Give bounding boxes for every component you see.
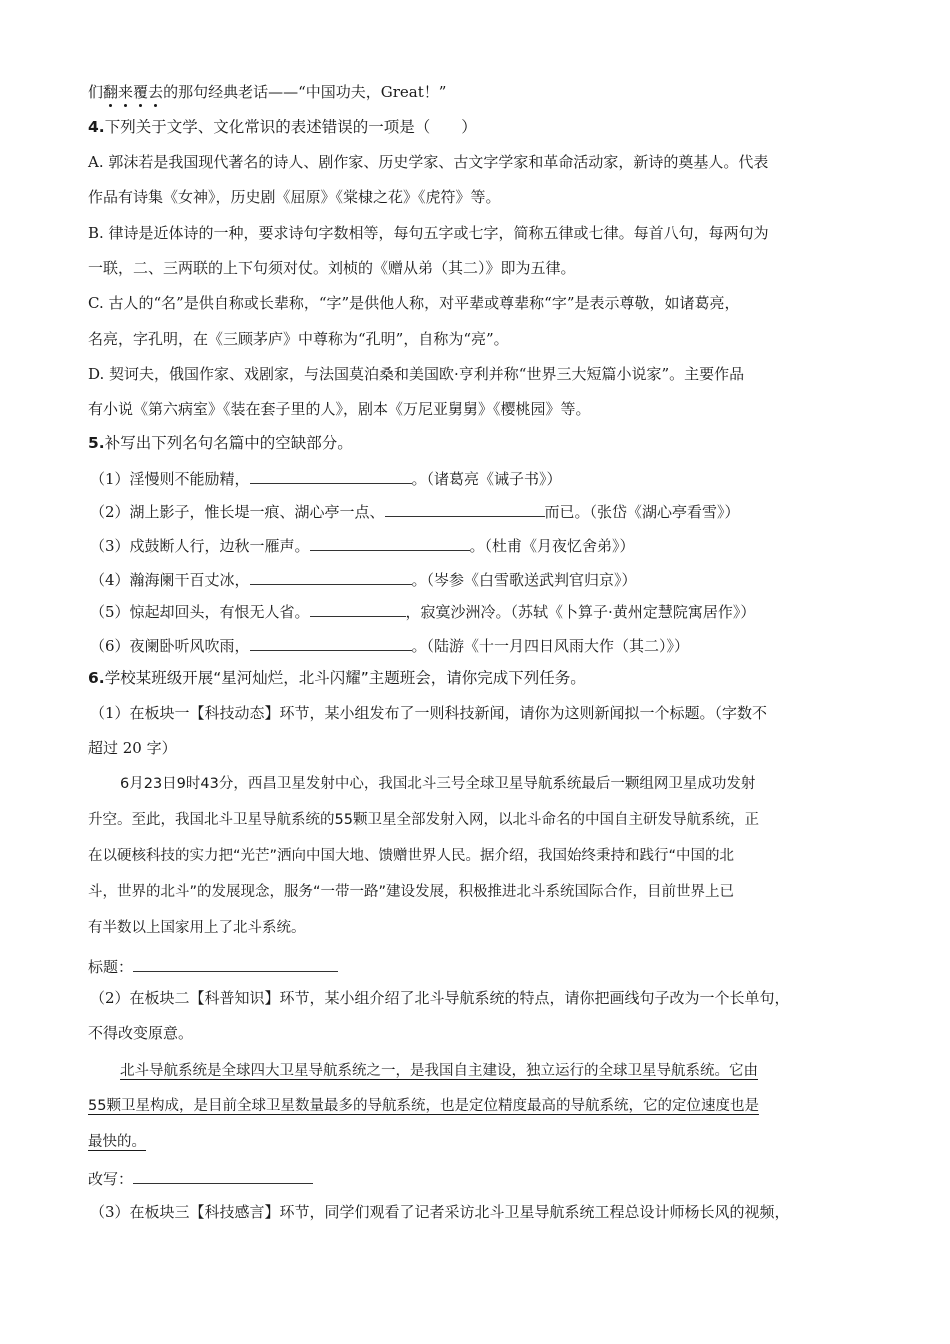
answer-blank[interactable] — [310, 535, 470, 551]
fill-item-source: 。（杜甫《月夜忆舍弟》） — [469, 537, 635, 555]
dotted-char: 翻 — [103, 83, 119, 101]
carryover-post: 的那句经典老话——“中国功夫，Great！” — [163, 83, 447, 101]
title-answer-blank[interactable] — [133, 956, 338, 972]
fill-item-3 — [90, 535, 635, 556]
task-2-line-1: （2）在板块二【科普知识】环节，某小组介绍了北斗导航系统的特点，请你把画线句子改为一个长单句， — [90, 989, 790, 1007]
fill-item-source: ，寂寞沙洲冷。（苏轼《卜算子·黄州定慧院寓居作》） — [405, 603, 756, 621]
fill-item-6 — [90, 635, 689, 656]
question-text: 下列关于文学、文化常识的表述错误的一项是（ ） — [104, 118, 477, 136]
rewrite-answer-blank[interactable] — [133, 1168, 313, 1184]
rewrite-label: 改写： — [88, 1170, 134, 1188]
news-line: 在以硬核科技的实力把“光芒”洒向中国大地、馈赠世界人民。据介绍，我国始终秉持和践行“中国的北 — [88, 848, 735, 864]
fill-item-text: （4）瀚海阑干百丈冰， — [90, 571, 250, 589]
answer-blank[interactable] — [385, 501, 545, 517]
fill-item-text: （5）惊起却回头，有恨无人省。 — [90, 603, 310, 621]
question-5-stem — [88, 433, 353, 453]
dotted-char: 去 — [148, 83, 164, 101]
news-line: 升空。至此，我国北斗卫星导航系统的55颗卫星全部发射入网，以北斗命名的中国自主研发导航系统，正 — [88, 812, 759, 828]
answer-blank[interactable] — [250, 569, 412, 585]
question-text: 补写出下列名句名篇中的空缺部分。 — [104, 434, 353, 452]
question-text: 学校某班级开展“星河灿烂，北斗闪耀”主题班会，请你完成下列任务。 — [104, 669, 586, 687]
fill-item-text: （2）湖上影子，惟长堤一痕、湖心亭一点、 — [90, 503, 385, 521]
task-1-line-2: 超过 20 字） — [88, 739, 177, 757]
fill-item-text: （1）淫慢则不能励精， — [90, 470, 250, 488]
option-c-line-2: 名亮，字孔明，在《三顾茅庐》中尊称为“孔明”，自称为“亮”。 — [88, 330, 509, 348]
fill-item-2 — [90, 501, 740, 522]
option-b-line-1: B. 律诗是近体诗的一种，要求诗句字数相等，每句五字或七字，简称五律或七律。每首八句，每两句为 — [88, 224, 769, 242]
fill-item-source: 而已。（张岱《湖心亭看雪》） — [544, 503, 740, 521]
underlined-passage-line: 最快的。 — [88, 1134, 146, 1150]
question-number: 5. — [88, 434, 105, 452]
answer-blank[interactable] — [310, 601, 406, 617]
news-line: 斗，世界的北斗”的发展现念，服务“一带一路”建设发展，积极推进北斗系统国际合作，目前世界上已 — [88, 884, 735, 900]
fill-item-source: 。（陆游《十一月四日风雨大作（其二）》） — [411, 637, 690, 655]
answer-blank[interactable] — [250, 635, 412, 651]
fill-item-5 — [90, 601, 755, 622]
underlined-passage-line: 北斗导航系统是全球四大卫星导航系统之一，是我国自主建设，独立运行的全球卫星导航系统。它由 — [120, 1063, 758, 1079]
option-a-line-1: A. 郭沫若是我国现代著名的诗人、剧作家、历史学家、古文字学家和革命活动家，新诗的奠基人。代表 — [88, 153, 769, 171]
option-c-line-1: C. 古人的“名”是供自称或长辈称，“字”是供他人称，对平辈或尊辈称“字”是表示尊敬，如诸葛亮， — [88, 294, 740, 312]
question-number: 6. — [88, 669, 105, 687]
option-d-line-2: 有小说《第六病室》《装在套子里的人》，剧本《万尼亚舅舅》《樱桃园》等。 — [88, 400, 591, 418]
fill-item-source: 。（岑参《白雪歌送武判官归京》） — [411, 571, 637, 589]
news-line: 有半数以上国家用上了北斗系统。 — [88, 920, 306, 936]
option-a-line-2: 作品有诗集《女神》，历史剧《屈原》《棠棣之花》《虎符》等。 — [88, 188, 501, 206]
task-2-line-2: 不得改变原意。 — [88, 1024, 194, 1042]
fill-item-4 — [90, 569, 637, 590]
title-answer-row — [88, 956, 338, 977]
dotted-char: 来 — [118, 83, 134, 101]
fill-item-text: （3）戍鼓断人行，边秋一雁声。 — [90, 537, 310, 555]
underlined-passage-line: 55颗卫星构成，是目前全球卫星数量最多的导航系统，也是定位精度最高的导航系统，它的定位速度也是 — [88, 1098, 759, 1114]
option-d-line-1: D. 契诃夫，俄国作家、戏剧家，与法国莫泊桑和美国欧·亨利并称“世界三大短篇小说家”。主要作品 — [88, 365, 745, 383]
rewrite-answer-row — [88, 1168, 313, 1189]
fill-item-source: 。（诸葛亮《诫子书》） — [411, 470, 562, 488]
answer-blank[interactable] — [250, 468, 412, 484]
question-number: 4. — [88, 118, 105, 136]
fill-item-text: （6）夜阑卧听风吹雨， — [90, 637, 250, 655]
news-line: 6月23日9时43分，西昌卫星发射中心，我国北斗三号全球卫星导航系统最后一颗组网卫星成功发射 — [120, 776, 756, 792]
question-6-stem — [88, 668, 586, 688]
carryover-line — [88, 82, 446, 102]
carryover-pre: 们 — [88, 83, 104, 101]
dotted-char: 覆 — [133, 83, 149, 101]
option-b-line-2: 一联，二、三两联的上下句须对仗。刘桢的《赠从弟（其二）》即为五律。 — [88, 259, 576, 277]
fill-item-1 — [90, 468, 562, 489]
task-1-line-1: （1）在板块一【科技动态】环节，某小组发布了一则科技新闻，请你为这则新闻拟一个标题。（字数不 — [90, 704, 768, 722]
task-3-line-1: （3）在板块三【科技感言】环节，同学们观看了记者采访北斗卫星导航系统工程总设计师杨长风的视频， — [90, 1203, 790, 1221]
title-label: 标题： — [88, 958, 134, 976]
question-4-stem — [88, 117, 477, 137]
